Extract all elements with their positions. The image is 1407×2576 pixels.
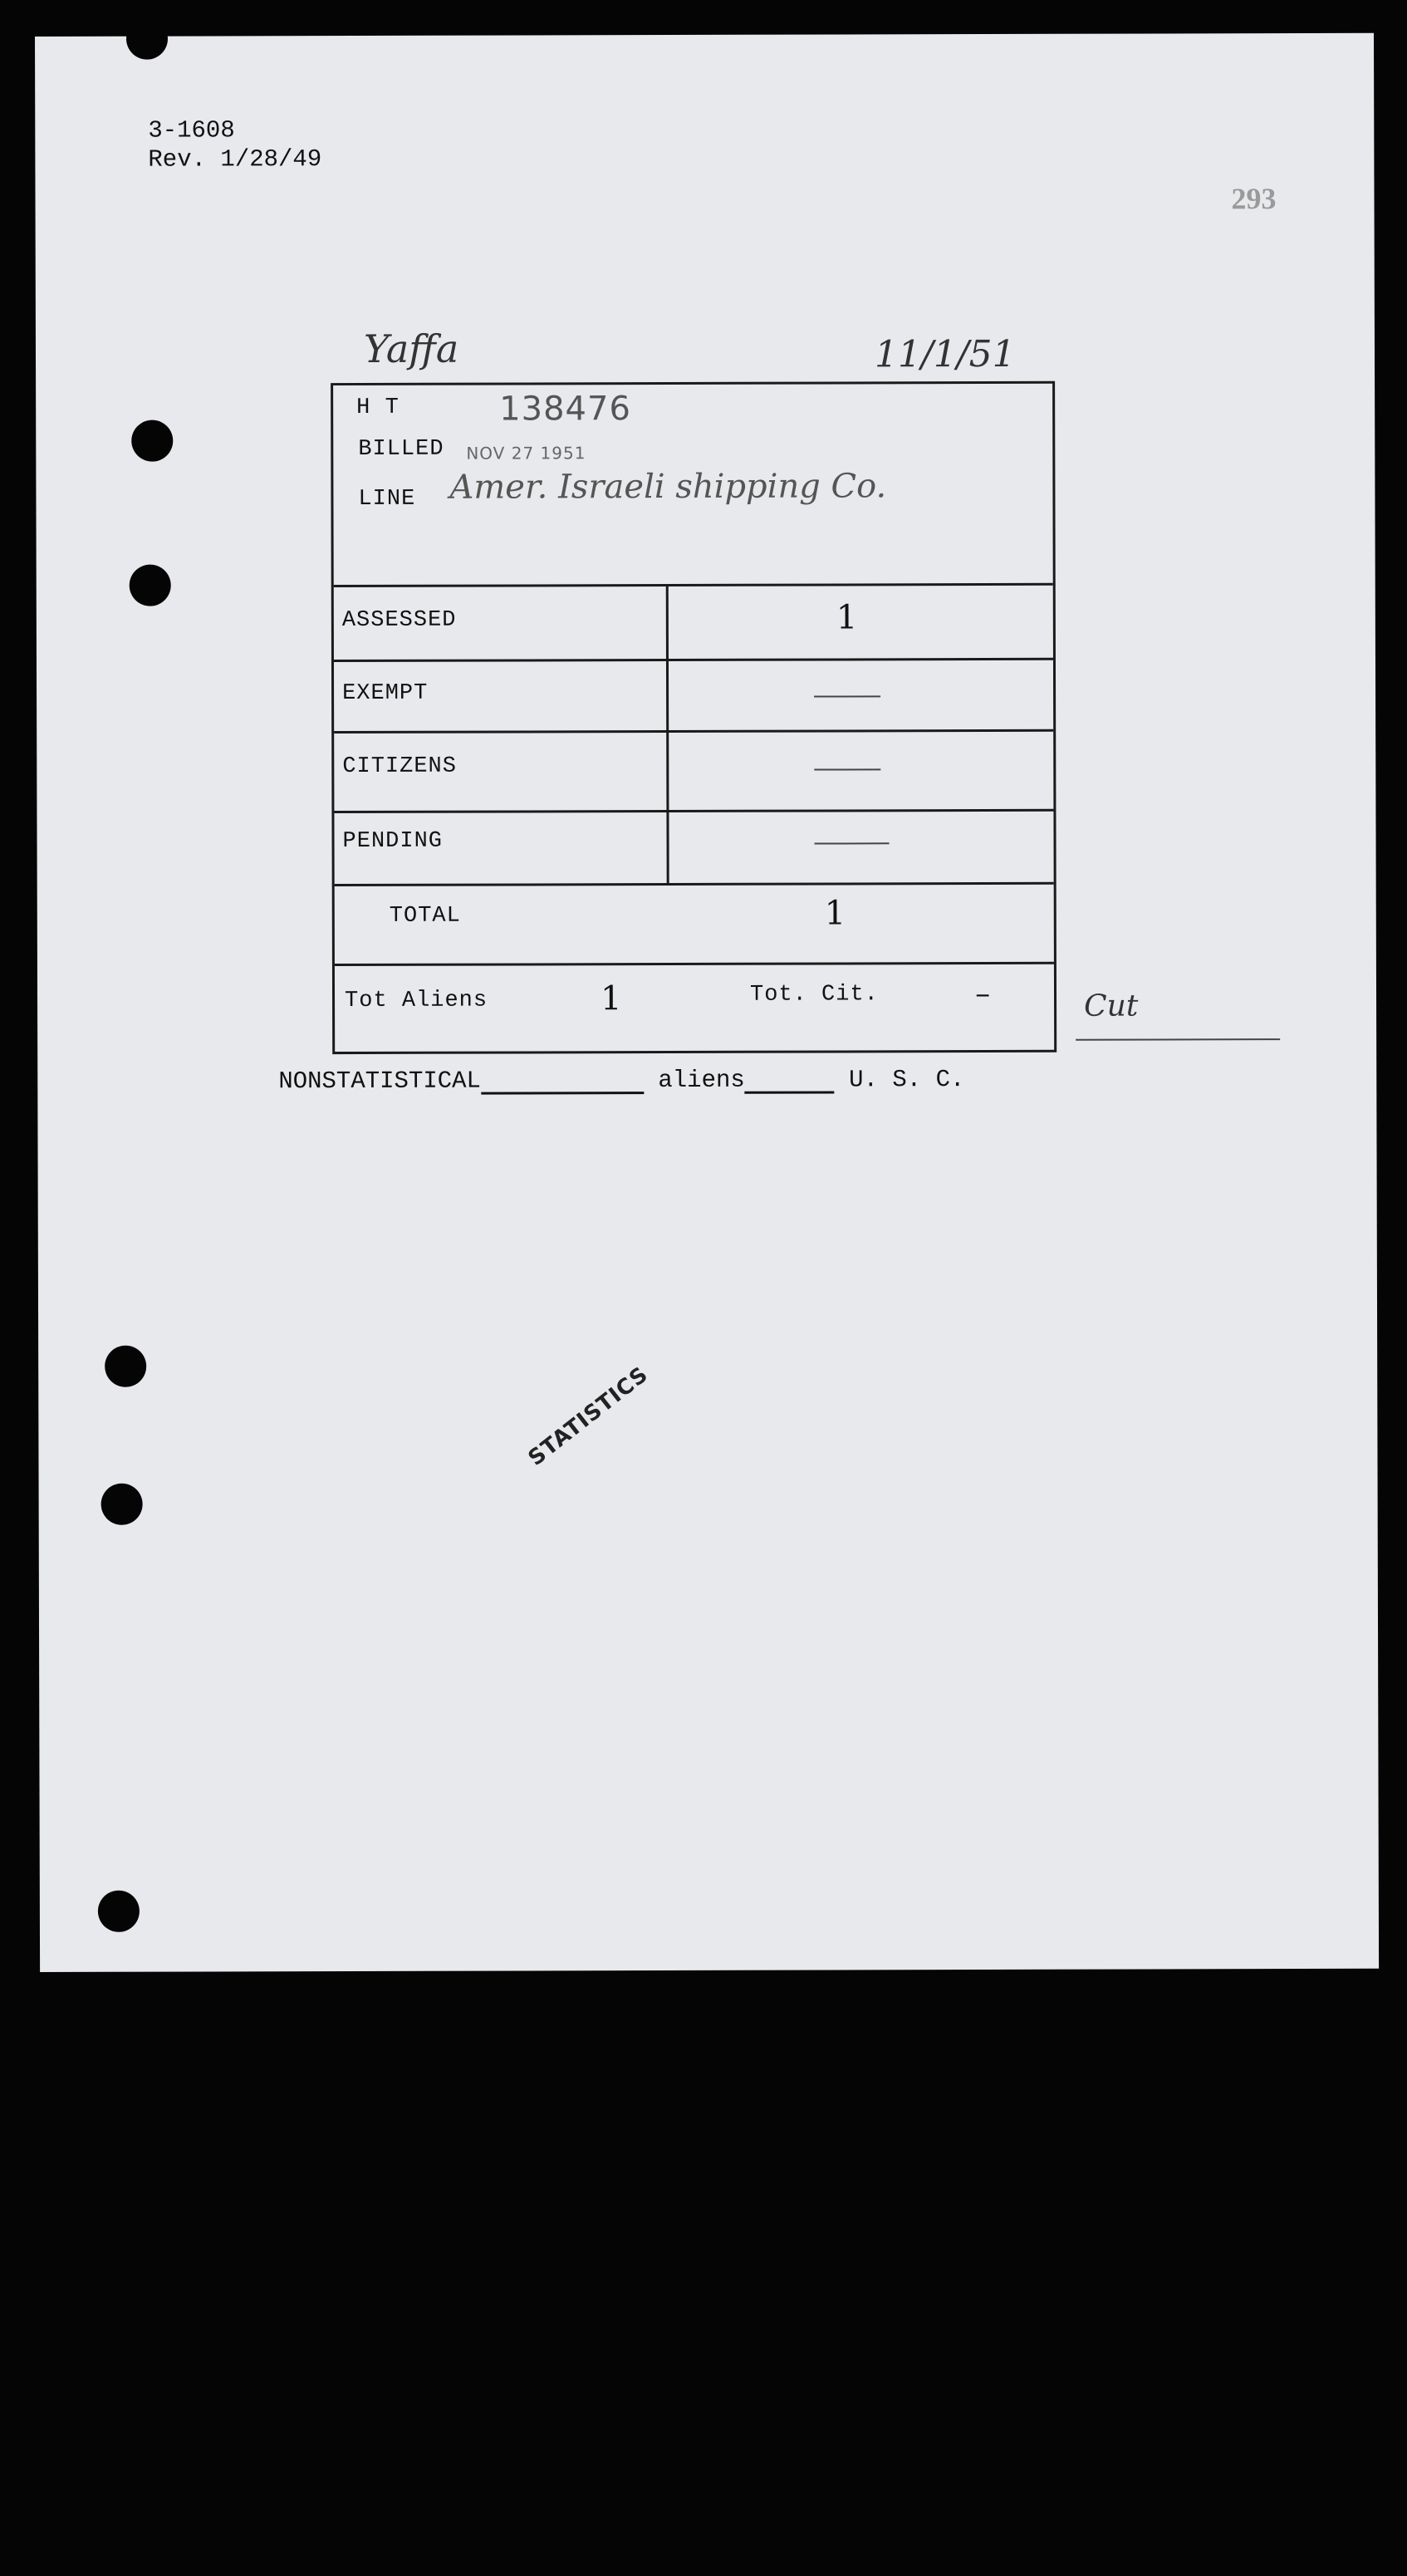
divider bbox=[335, 882, 1054, 886]
row-label-citizens: CITIZENS bbox=[342, 753, 457, 780]
aliens-label: aliens bbox=[658, 1066, 745, 1095]
billed-label: BILLED bbox=[358, 436, 444, 462]
divider bbox=[334, 809, 1053, 813]
punch-hole bbox=[105, 1346, 146, 1387]
tot-aliens-value: 1 bbox=[600, 979, 623, 1018]
divider bbox=[335, 962, 1054, 966]
line-label: LINE bbox=[358, 486, 416, 512]
total-value: 1 bbox=[824, 894, 847, 933]
document-page bbox=[35, 33, 1379, 1972]
billed-date-stamp: NOV 27 1951 bbox=[466, 443, 586, 464]
row-label-pending: PENDING bbox=[342, 828, 443, 855]
punch-hole bbox=[101, 1484, 143, 1525]
row-value-exempt-dash bbox=[814, 695, 880, 697]
handwritten-initials: Cut bbox=[1084, 989, 1139, 1023]
handwritten-port: Yaffa bbox=[363, 326, 459, 371]
initials-underline bbox=[1076, 1038, 1280, 1041]
ht-label: H T bbox=[356, 395, 400, 420]
punch-hole bbox=[130, 565, 171, 606]
page-stamp-number: 293 bbox=[1231, 182, 1277, 216]
divider bbox=[334, 583, 1053, 587]
divider bbox=[334, 729, 1053, 734]
usc-label: U. S. C. bbox=[849, 1066, 965, 1094]
total-label: TOTAL bbox=[389, 903, 461, 929]
ht-number: 138476 bbox=[499, 390, 631, 429]
tot-cit-value: – bbox=[973, 979, 993, 1013]
nonstatistical-label: NONSTATISTICAL bbox=[278, 1067, 481, 1096]
punch-hole bbox=[131, 420, 173, 462]
tot-aliens-label: Tot Aliens bbox=[345, 988, 488, 1014]
statistics-stamp: STATISTICS bbox=[523, 1362, 654, 1471]
row-value-citizens-dash bbox=[814, 768, 880, 770]
form-code: 3-1608 Rev. 1/28/49 bbox=[148, 116, 322, 174]
nonstatistical-blank bbox=[481, 1070, 644, 1095]
handwritten-line-name: Amer. Israeli shipping Co. bbox=[449, 467, 887, 507]
row-label-assessed: ASSESSED bbox=[341, 607, 457, 634]
divider bbox=[334, 658, 1053, 662]
nonstatistical-line bbox=[278, 1066, 964, 1095]
row-value-pending-dash bbox=[815, 842, 890, 844]
row-value-assessed: 1 bbox=[836, 598, 859, 637]
manifest-table bbox=[331, 381, 1056, 1054]
row-label-exempt: EXEMPT bbox=[342, 680, 429, 707]
punch-hole bbox=[98, 1891, 140, 1932]
divider bbox=[666, 584, 669, 885]
tot-cit-label: Tot. Cit. bbox=[749, 982, 879, 1008]
handwritten-date: 11/1/51 bbox=[874, 332, 1016, 376]
aliens-blank bbox=[745, 1069, 835, 1093]
punch-hole bbox=[126, 18, 168, 60]
